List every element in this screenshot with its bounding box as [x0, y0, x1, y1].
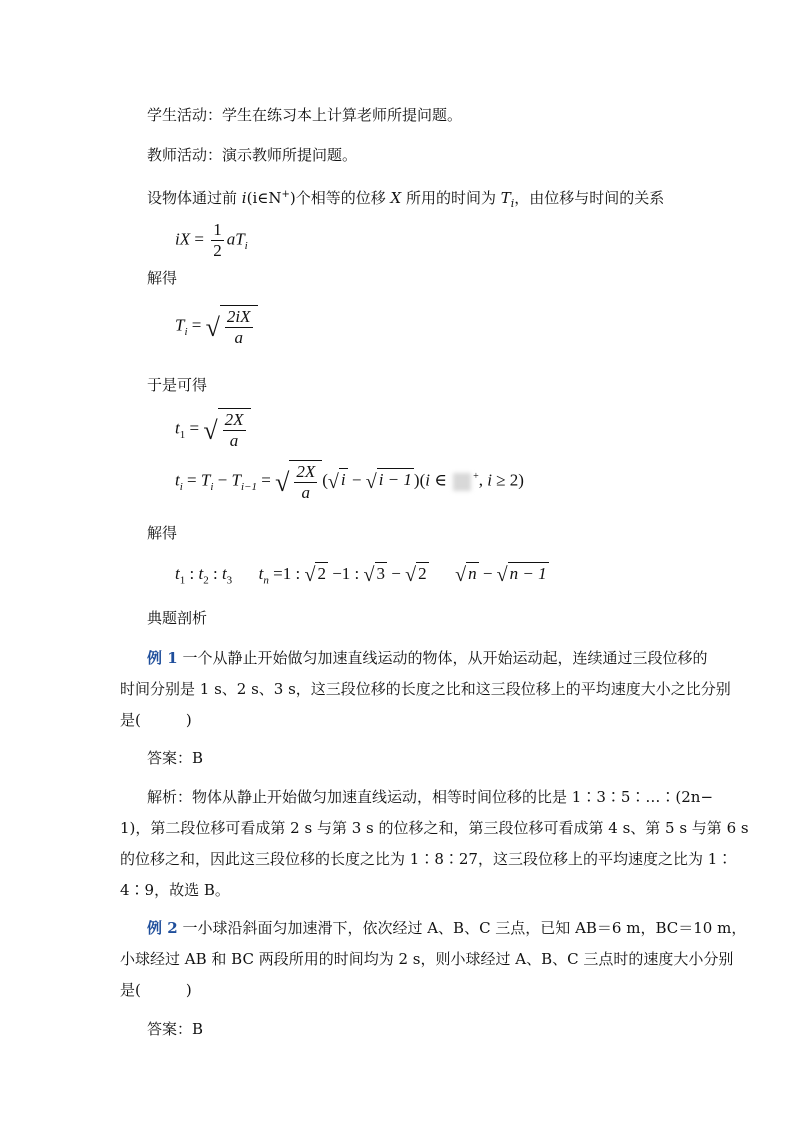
- example-2-line-1: 例 2 一小球沿斜面匀加速滑下，依次经过 A、B、C 三点，已知 AB＝6 m，BC＝10 m，: [147, 919, 747, 937]
- analysis-line-3: 的位移之和，因此这三段位移的长度之比为 1∶8∶27，这三段位移上的平均速度之比为 1∶: [120, 850, 733, 868]
- example-1-line-1: 例 1 一个从静止开始做匀加速直线运动的物体，从开始运动起，连续通过三段位移的: [147, 649, 708, 667]
- analysis-line-4: 4∶9，故选 B。: [120, 881, 230, 899]
- jiede-label-2: 解得: [147, 524, 178, 542]
- example-2-line-2: 小球经过 AB 和 BC 两段所用的时间均为 2 s，则小球经过 A、B、C 三点时的速度大小分别: [120, 950, 734, 968]
- example-1-line-3: 是( ): [120, 711, 192, 729]
- section-heading: 典题剖析: [147, 609, 208, 627]
- jiede-label-1: 解得: [147, 269, 178, 287]
- example-1-label: 例 1: [147, 649, 178, 667]
- yushi-label: 于是可得: [147, 376, 208, 394]
- example-2-label: 例 2: [147, 919, 178, 937]
- analysis-line-2: 1)，第二段位移可看成第 2 s 与第 3 s 的位移之和，第三段位移可看成第 4 s、第 5 s 与第 6 s: [120, 819, 749, 837]
- example-2-line-3: 是( ): [120, 981, 192, 999]
- student-activity-text: 学生活动：学生在练习本上计算老师所提问题。: [147, 106, 463, 124]
- equation-time-Ti: $T_i$ = √ $\frac{2iX}{a}$: [175, 305, 258, 348]
- setup-paragraph: 设物体通过前 i(i∈N+)个相等的位移 X 所用的时间为 $T_i$，由位移与时间的关系: [147, 189, 665, 210]
- sqrt-symbol: √ $\frac{2iX}{a}$: [206, 305, 258, 348]
- equation-t1: $t_1$ = √ $\frac{2X}{a}$: [175, 408, 251, 451]
- blurred-symbol: [453, 473, 471, 491]
- sqrt-symbol: √ $\frac{2X}{a}$: [203, 408, 250, 451]
- equation-displacement: iX = $\frac{1}{2}$ $aT_i$: [175, 220, 248, 260]
- example-1-line-2: 时间分别是 1 s、2 s、3 s，这三段位移的长度之比和这三段位移上的平均速度大小之比分别: [120, 680, 731, 698]
- sqrt-symbol: √ $\frac{2X}{a}$: [275, 460, 322, 503]
- equation-ratio: $t_1$ : $t_2$ : $t_3$ $t_n =1$ : √ 2 −1 : √ 3 − √ 2 √ n − √ n − 1: [175, 564, 547, 587]
- analysis-line-1: 解析：物体从静止开始做匀加速直线运动，相等时间位移的比是 1∶3∶5∶…∶(2n−: [147, 788, 714, 806]
- answer-1: 答案：B: [147, 749, 204, 767]
- equation-ti: $t_i = T_i - T_{i-1}$ = √ $\frac{2X}{a}$ (√ i − √ i − 1 )(i ∈ +, i ≥ 2): [175, 462, 524, 502]
- answer-2: 答案：B: [147, 1020, 204, 1038]
- teacher-activity-text: 教师活动：演示教师所提问题。: [147, 146, 358, 164]
